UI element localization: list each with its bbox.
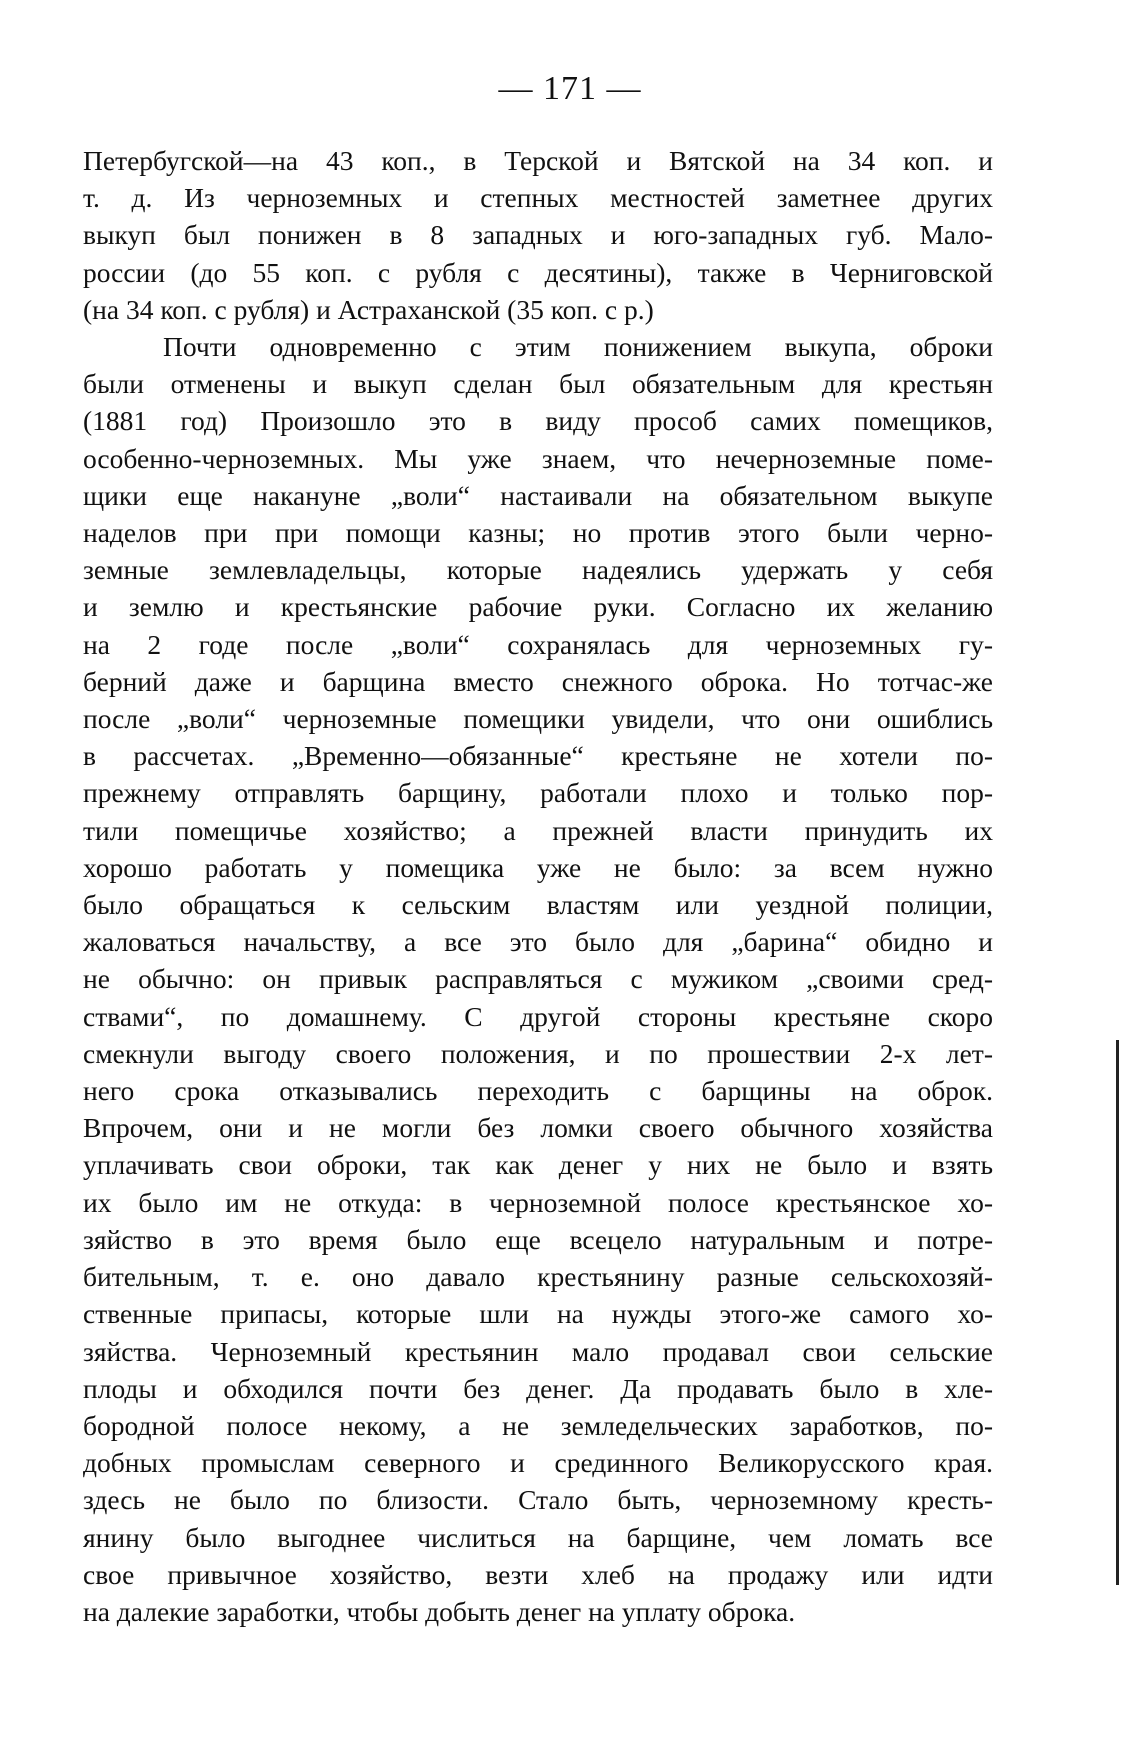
- text-line: Почти одновременно с этим понижением выкупа, оброки: [163, 331, 993, 363]
- text-line: него срока отказывались переходить с барщины на оброк.: [83, 1075, 993, 1107]
- text-line: после „воли“ черноземные помещики увидели, что они ошиблись: [83, 703, 993, 735]
- text-line: особенно-черноземных. Мы уже знаем, что нечерноземные поме-: [83, 442, 993, 474]
- text-line: прежнему отправлять барщину, работали плохо и только пор-: [83, 777, 993, 809]
- text-line: (на 34 коп. с рубля) и Астраханской (35 коп. с р.): [83, 293, 654, 325]
- text-line: т. д. Из черноземных и степных местностей заметнее других: [83, 182, 993, 214]
- text-line: россии (до 55 коп. с рубля с десятины), также в Черниговской: [83, 256, 993, 288]
- text-line: зяйства. Черноземный крестьянин мало продавал свои сельские: [83, 1335, 993, 1367]
- text-line: в рассчетах. „Временно—обязанные“ крестьяне не хотели по-: [83, 740, 993, 772]
- body-text: [83, 142, 993, 1630]
- text-line: уплачивать свои оброки, так как денег у них не было и взять: [83, 1149, 993, 1181]
- text-line: было обращаться к сельским властям или уездной полиции,: [83, 889, 993, 921]
- text-line: ствами“, по домашнему. С другой стороны крестьяне скоро: [83, 1000, 993, 1032]
- text-line: наделов при при помощи казны; но против этого были черно-: [83, 517, 993, 549]
- text-line: тили помещичье хозяйство; а прежней власти принудить их: [83, 814, 993, 846]
- text-line: их было им не откуда: в черноземной полосе крестьянское хо-: [83, 1186, 993, 1218]
- text-line: щики еще накануне „воли“ настаивали на обязательном выкупе: [83, 479, 993, 511]
- text-line: смекнули выгоду своего положения, и по прошествии 2-х лет-: [83, 1037, 993, 1069]
- text-line: (1881 год) Произошло это в виду прособ самих помещиков,: [83, 405, 993, 437]
- text-line: ственные припасы, которые шли на нужды этого-же самого хо-: [83, 1298, 993, 1330]
- page-number: — 171 —: [498, 70, 642, 107]
- text-line: янину было выгоднее числиться на барщине, чем ломать все: [83, 1521, 993, 1553]
- text-line: бительным, т. е. оно давало крестьянину разные сельскохозяй-: [83, 1261, 993, 1293]
- text-line: земные землевладельцы, которые надеялись удержать у себя: [83, 554, 993, 586]
- text-line: здесь не было по близости. Стало быть, черноземному кресть-: [83, 1484, 993, 1516]
- text-line: хорошо работать у помещика уже не было: за всем нужно: [83, 851, 993, 883]
- text-line: берний даже и барщина вместо снежного оброка. Но тотчас-же: [83, 665, 993, 697]
- text-line: не обычно: он привык расправляться с мужиком „своими сред-: [83, 963, 993, 995]
- margin-scan-line: [1116, 1040, 1119, 1585]
- text-line: на далекие заработки, чтобы добыть денег на уплату оброка.: [83, 1595, 796, 1627]
- text-line: Впрочем, они и не могли без ломки своего обычного хозяйства: [83, 1112, 993, 1144]
- text-line: на 2 годе после „воли“ сохранялась для черноземных гу-: [83, 628, 993, 660]
- text-line: плоды и обходился почти без денег. Да продавать было в хле-: [83, 1372, 993, 1404]
- text-line: свое привычное хозяйство, везти хлеб на продажу или идти: [83, 1558, 993, 1590]
- text-line: были отменены и выкуп сделан был обязательным для крестьян: [83, 368, 993, 400]
- text-line: добных промыслам северного и срединного Великорусского края.: [83, 1447, 993, 1479]
- text-line: выкуп был понижен в 8 западных и юго-западных губ. Мало-: [83, 219, 993, 251]
- text-line: и землю и крестьянские рабочие руки. Согласно их желанию: [83, 591, 993, 623]
- text-line: жаловаться начальству, а все это было для „барина“ обидно и: [83, 926, 993, 958]
- text-line: зяйство в это время было еще всецело натуральным и потре-: [83, 1223, 993, 1255]
- text-line: бородной полосе некому, а не земледельческих заработков, по-: [83, 1409, 993, 1441]
- text-line: Петербугской—на 43 коп., в Терской и Вятской на 34 коп. и: [83, 145, 993, 176]
